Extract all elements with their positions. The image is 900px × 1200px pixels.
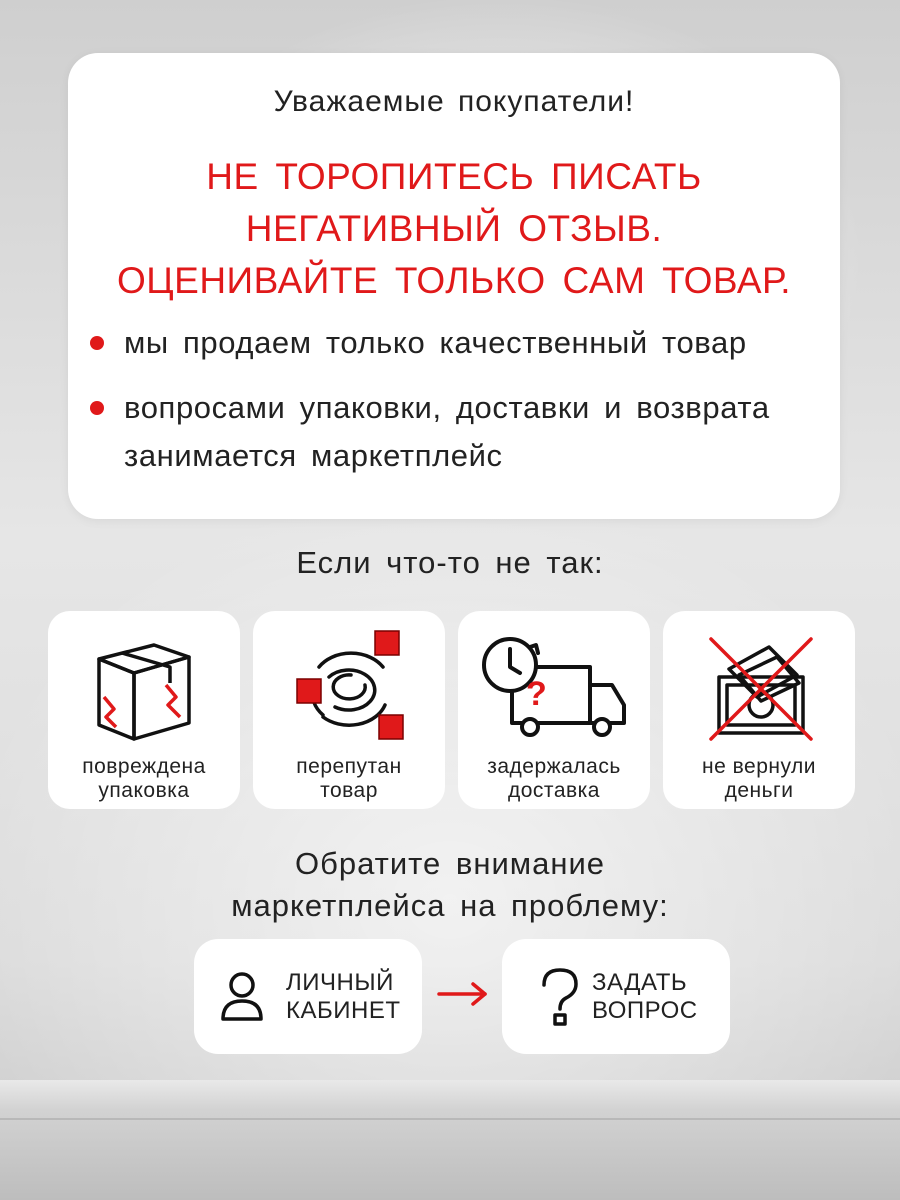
action-title — [0, 843, 900, 927]
warning-text — [68, 151, 840, 307]
problem-tile-no-refund — [663, 611, 855, 809]
bullet-list — [86, 319, 830, 497]
personal-account-card[interactable] — [194, 939, 422, 1054]
problem-tile-wrong-item — [253, 611, 445, 809]
problem-label-line2: товар — [320, 779, 378, 802]
problem-label-line2: доставка — [508, 779, 600, 802]
no-refund-icon — [699, 627, 819, 747]
step-label-line2: ВОПРОС — [592, 997, 698, 1024]
problem-label-line1: не вернули — [701, 755, 816, 778]
notice-card — [68, 53, 840, 519]
step-label — [592, 969, 698, 1025]
bullet-item — [86, 384, 830, 480]
problem-label — [663, 755, 855, 803]
problem-label — [253, 755, 445, 803]
problem-label-line2: деньги — [724, 779, 794, 802]
question-icon — [538, 967, 582, 1027]
problem-label — [48, 755, 240, 803]
bullet-text: вопросами упаковки, доставки и возврата занимается маркетплейс — [124, 390, 770, 473]
mixed-goods-icon — [289, 627, 413, 751]
bullet-item — [86, 319, 830, 367]
problem-label-line1: повреждена — [82, 755, 206, 778]
user-icon — [220, 971, 264, 1023]
step-label-line1: ЛИЧНЫЙ — [286, 969, 394, 996]
problems-title: Если что-то не так: — [296, 545, 604, 580]
step-label-line1: ЗАДАТЬ — [592, 969, 688, 996]
action-title-line2: маркетплейса на проблему: — [231, 888, 669, 923]
arrow-right-icon — [437, 982, 489, 1006]
problem-label-line1: перепутан — [296, 755, 402, 778]
step-label-line2: КАБИНЕТ — [286, 997, 401, 1024]
delayed-truck-icon — [472, 627, 632, 747]
damaged-box-icon — [84, 627, 204, 747]
bullet-dot-icon — [90, 401, 104, 415]
problem-label — [458, 755, 650, 803]
bullet-dot-icon — [90, 336, 104, 350]
warning-line-2: НЕГАТИВНЫЙ ОТЗЫВ. — [245, 208, 663, 249]
problem-label-line2: упаковка — [98, 779, 190, 802]
warning-line-1: НЕ ТОРОПИТЕСЬ ПИСАТЬ — [206, 156, 702, 197]
warning-line-3: ОЦЕНИВАЙТЕ ТОЛЬКО САМ ТОВАР. — [117, 260, 791, 301]
step-label — [286, 969, 401, 1025]
action-title-line1: Обратите внимание — [294, 846, 606, 881]
problem-tile-damaged-packaging — [48, 611, 240, 809]
background-floor-line — [0, 1118, 900, 1120]
ask-question-card[interactable] — [502, 939, 730, 1054]
background-floor — [0, 1080, 900, 1200]
problem-tile-delayed-delivery — [458, 611, 650, 809]
svg-text:?: ? — [526, 675, 547, 713]
bullet-text: мы продаем только качественный товар — [124, 325, 747, 360]
greeting-text: Уважаемые покупатели! — [273, 85, 635, 118]
problem-label-line1: задержалась — [487, 755, 621, 778]
